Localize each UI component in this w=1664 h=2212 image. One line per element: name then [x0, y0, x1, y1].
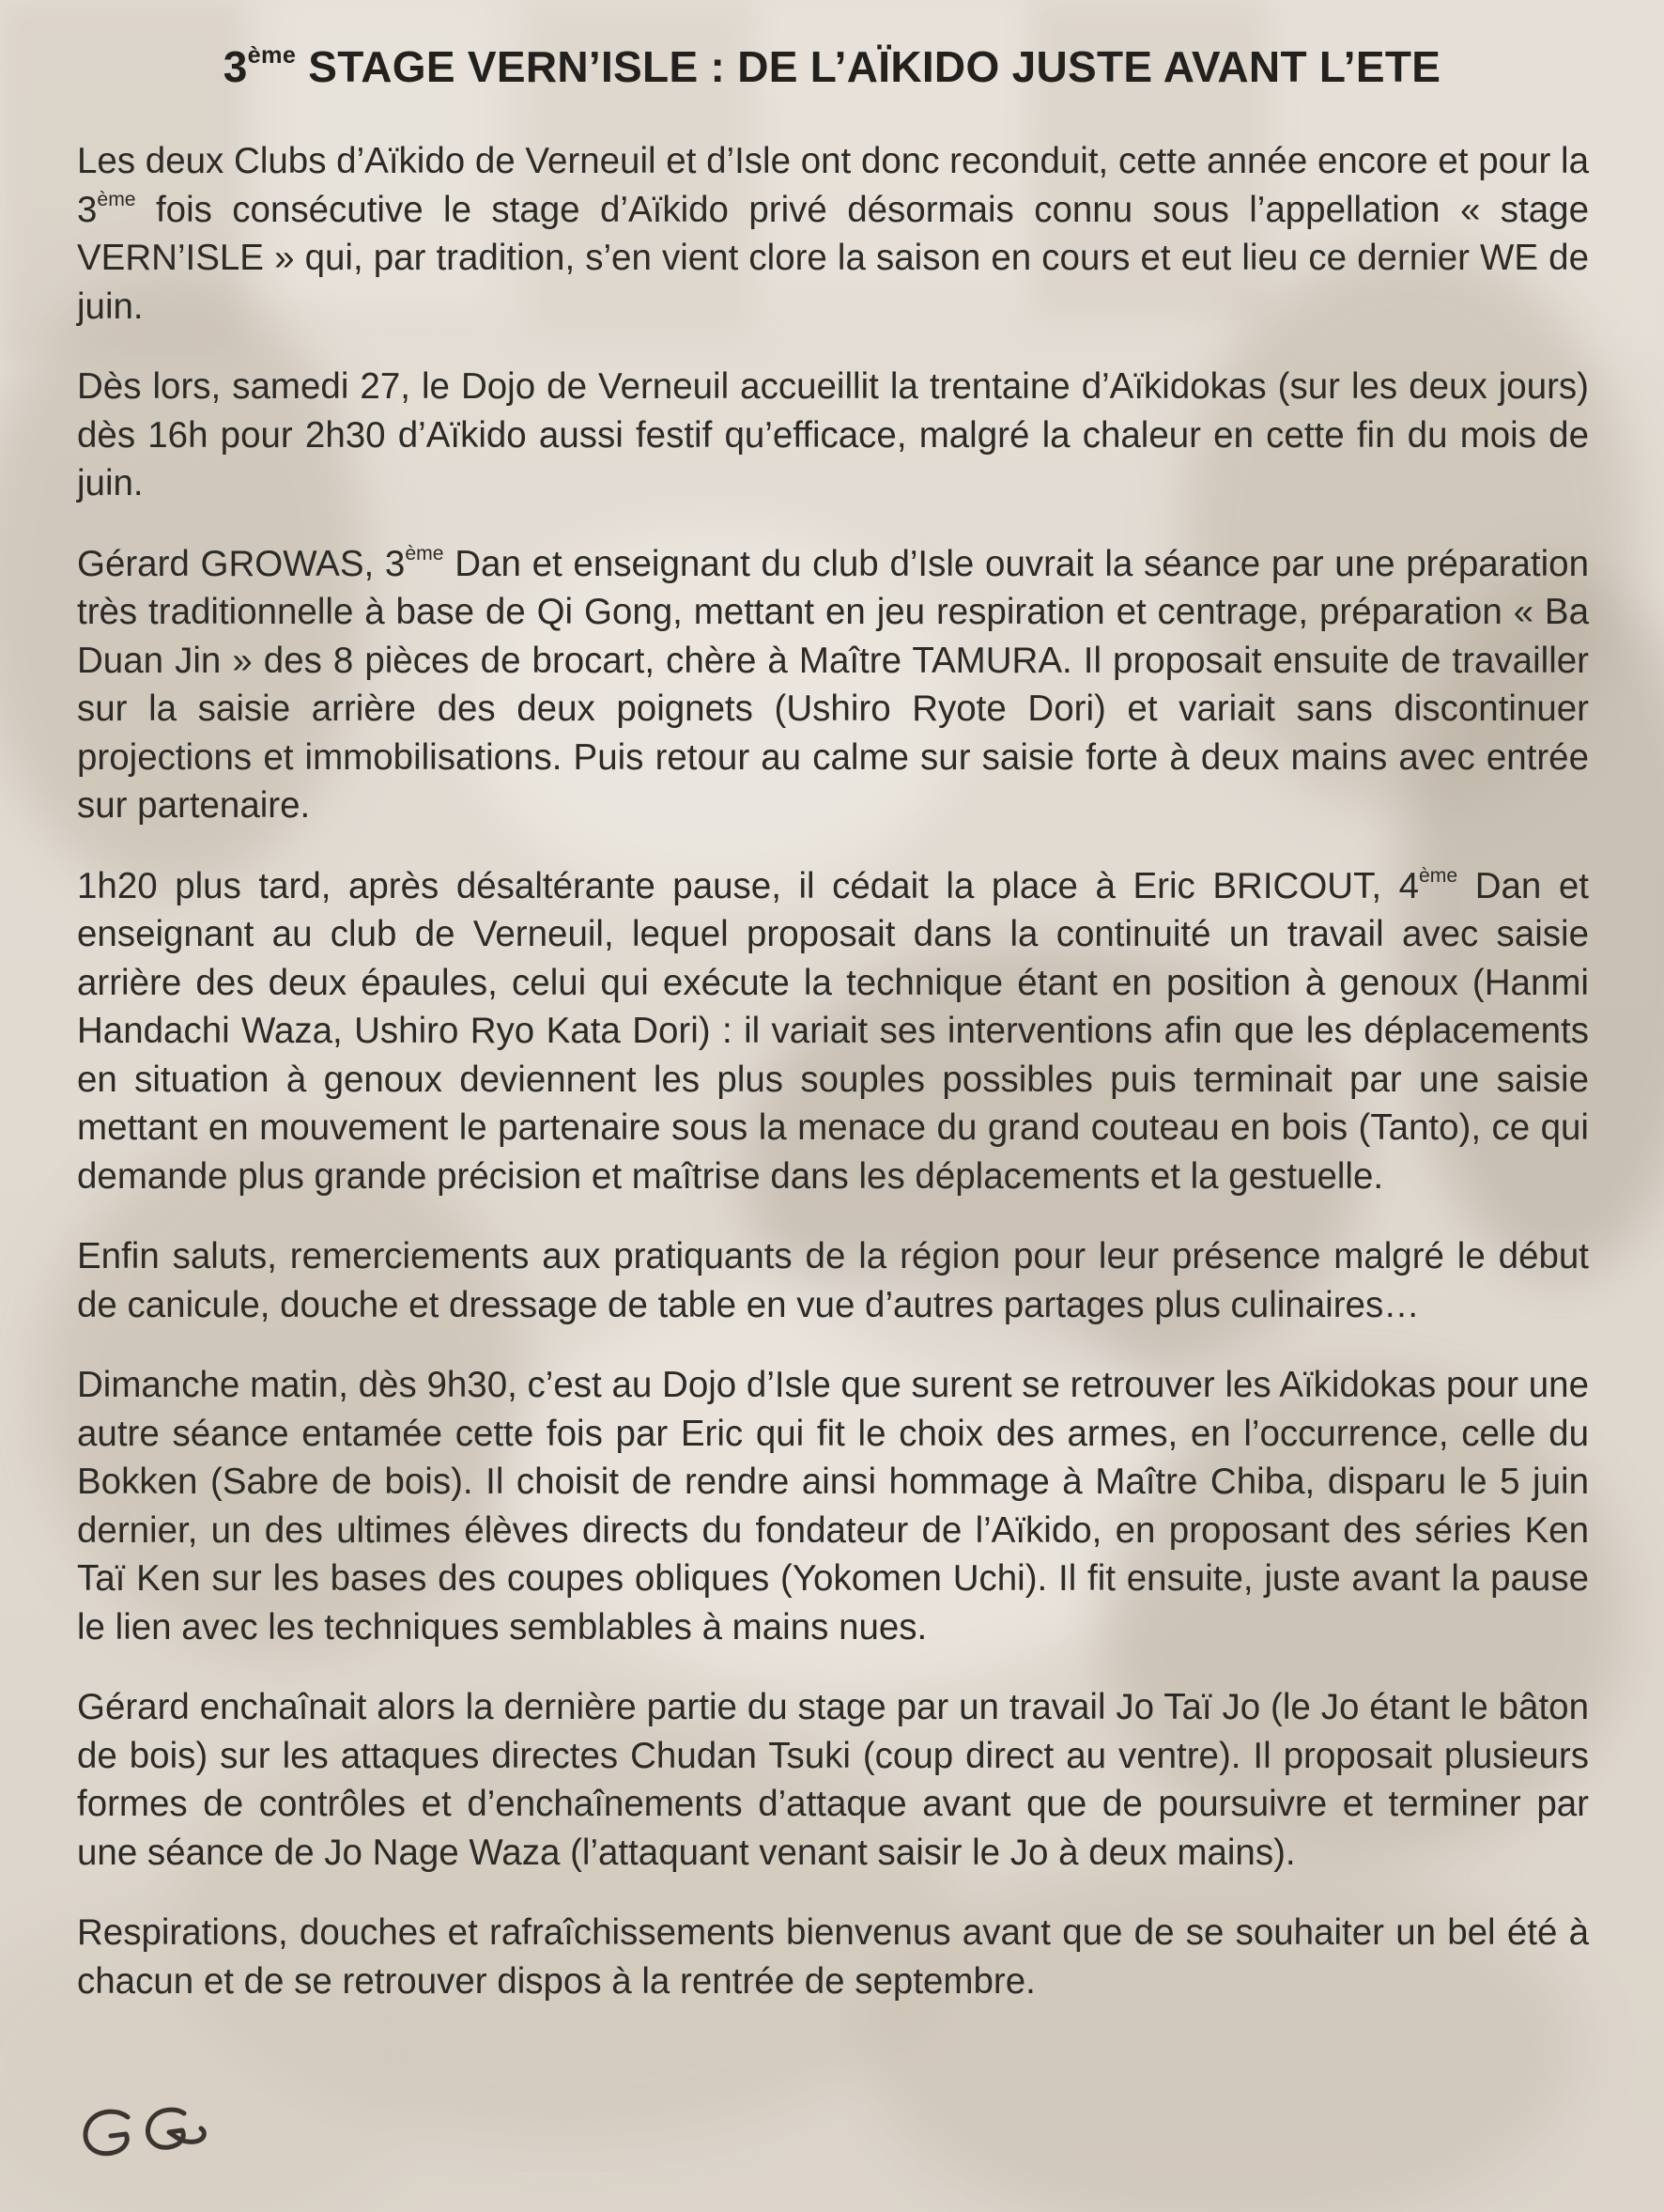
title-superscript: ème — [247, 41, 297, 69]
article-body — [77, 137, 1589, 2037]
paragraph-2: Dès lors, samedi 27, le Dojo de Verneuil accueillit la trentaine d’Aïkidokas (sur les deux jours) dès 16h pour 2h30 d’Aïkido aussi festif qu’efficace, malgré la chaleur en cette fin du mois de juin. — [77, 366, 1589, 503]
paragraph-4: 1h20 plus tard, après désaltérante pause, il cédait la place à Eric BRICOUT, 4ème Dan et enseignant au club de Verneuil, lequel proposait dans la continuité un travail avec saisie arrière des deux épaules, celui qui exécute la technique étant en position à genoux (Hanmi Handachi Waza, Ushiro Ryo Kata Dori) : il variait ses interventions afin que les déplacements en situation à genoux deviennent les plus souples possibles puis terminait par une saisie mettant en mouvement le partenaire sous la menace du grand couteau en bois (Tanto), ce qui demande plus grande précision et maîtrise dans les déplacements et la gestuelle. — [77, 864, 1589, 1197]
title-ordinal: 3 — [223, 42, 248, 91]
paragraph-7: Gérard enchaînait alors la dernière partie du stage par un travail Jo Taï Jo (le Jo étant le bâton de bois) sur les attaques directes Chudan Tsuki (coup direct au ventre). Il proposait plusieurs formes de contrôles et d’enchaînements d’attaque avant que de poursuivre et terminer par une séance de Jo Nage Waza (l’attaquant venant saisir le Jo à deux mains). — [77, 1687, 1589, 1873]
paragraph-8: Respirations, douches et rafraîchissements bienvenus avant que de se souhaiter un bel été à chacun et de se retrouver dispos à la rentrée de septembre. — [77, 1912, 1589, 2002]
article-title — [0, 39, 1664, 94]
paragraph-6: Dimanche matin, dès 9h30, c’est au Dojo d’Isle que surent se retrouver les Aïkidokas pour une autre séance entamée cette fois par Eric qui fit le choix des armes, en l’occurrence, celle du Bokken (Sabre de bois). Il choisit de rendre ainsi hommage à Maître Chiba, disparu le 5 juin dernier, un des ultimes élèves directs du fondateur de l’Aïkido, en proposant des séries Ken Taï Ken sur les bases des coupes obliques (Yokomen Uchi). Il fit ensuite, juste avant la pause le lien avec les techniques semblables à mains nues. — [77, 1365, 1589, 1647]
paragraph-5: Enfin saluts, remerciements aux pratiquants de la région pour leur présence malgré le début de canicule, douche et dressage de table en vue d’autres partages plus culinaires… — [77, 1236, 1589, 1325]
paragraph-1: Les deux Clubs d’Aïkido de Verneuil et d’Isle ont donc reconduit, cette année encore et pour la 3ème fois consécutive le stage d’Aïkido privé désormais connu sous l’appellation « stage VERN’ISLE » qui, par tradition, s’en vient clore la saison en cours et eut lieu ce dernier WE de juin. — [77, 141, 1589, 327]
title-text: STAGE VERN’ISLE : DE L’AÏKIDO JUSTE AVANT L’ETE — [296, 42, 1441, 91]
paragraph-3: Gérard GROWAS, 3ème Dan et enseignant du club d’Isle ouvrait la séance par une préparation très traditionnelle à base de Qi Gong, mettant en jeu respiration et centrage, préparation « Ba Duan Jin » des 8 pièces de brocart, chère à Maître TAMURA. Il proposait ensuite de travailler sur la saisie arrière des deux poignets (Ushiro Ryote Dori) et variait sans discontinuer projections et immobilisations. Puis retour au calme sur saisie forte à deux mains avec entrée sur partenaire. — [77, 542, 1589, 826]
signature-gg — [79, 2100, 210, 2164]
